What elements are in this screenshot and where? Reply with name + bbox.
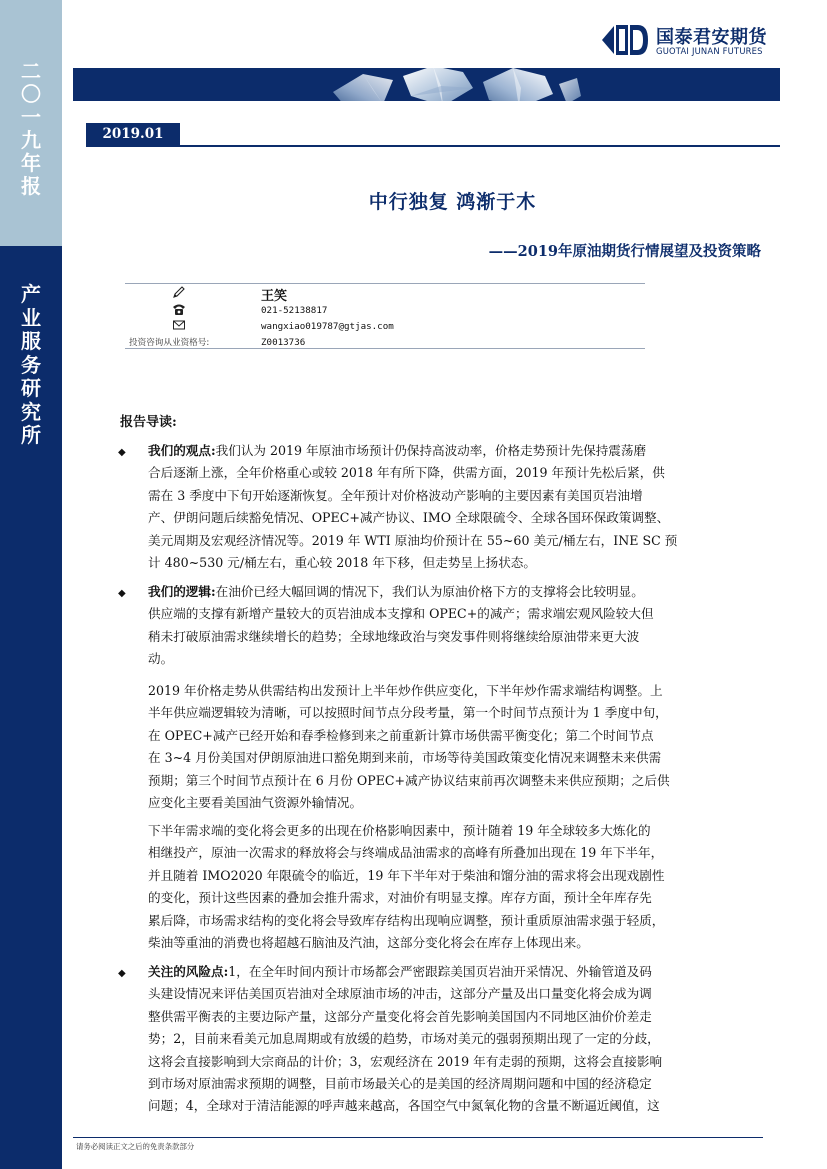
license-label: 投资咨询从业资格号: (129, 338, 210, 348)
risks-line: 这将会直接影响到大宗商品的计价；3，宏观经济在 2019 年有走弱的预期，这将会直接影响 (148, 1053, 663, 1069)
company-logo-icon (600, 22, 650, 58)
risks-line: 势；2，目前来看美元加息周期或有放缓的趋势，市场对美元的强弱预期出现了一定的分歧， (148, 1031, 660, 1047)
views-line: 合后逐渐上涨，全年价格重心或较 2018 年有所下降，供需方面，2019 年预计先松后紧，供 (148, 465, 665, 481)
author-name: 王笑 (261, 289, 288, 304)
views-lead: 我们的观点: (148, 443, 216, 458)
header-divider (86, 145, 780, 147)
logic-line: 供应端的支撑有新增产量较大的页岩油成本支撑和 OPEC+的减产；需求端宏观风险较大但 (148, 606, 654, 622)
author-box-top-rule (125, 283, 645, 284)
demand-line: 下半年需求端的变化将会更多的出现在价格影响因素中，预计随着 19 年全球较多大炼化的 (148, 823, 651, 838)
risks-line: 整供需平衡表的主要边际产量，这部分产量变化将会首先影响美国国内不同地区油价价差走 (148, 1008, 652, 1024)
license-number: Z0013736 (261, 337, 306, 348)
demand-line: 柴油等重油的消费也将超越石脑油及汽油，这部分变化将会在库存上体现出来。 (148, 935, 589, 951)
sidebar-department-label (0, 283, 62, 448)
supply-line: 2019 年价格走势从供需结构出发预计上半年炒作供应变化，下半年炒作需求端结构调整。上 (148, 683, 663, 698)
supply-line: 在 OPEC+减产已经开始和春季检修到来之前重新计算市场供需平衡变化；第二个时间节点 (148, 727, 654, 743)
sidebar-dept-char: 业 (21, 305, 41, 330)
bullet-icon: ◆ (118, 447, 126, 458)
sidebar-dept-char: 产 (21, 282, 41, 306)
company-name-cn: 国泰君安期货 (656, 27, 767, 48)
author-email[interactable]: wangxiao019787@gtjas.com (261, 321, 394, 332)
supply-line: 在 3~4 月份美国对伊朗原油进口豁免期到来前，市场等待美国政策变化情况来调整未来供需 (148, 750, 662, 766)
sidebar-year-char: 二 (21, 59, 41, 83)
risks-lead: 关注的风险点: (148, 964, 229, 979)
mail-icon (172, 318, 186, 332)
phone-icon (172, 302, 186, 316)
author-info-box (125, 283, 645, 349)
views-line: 需在 3 季度中下旬开始逐渐恢复。全年预计对价格波动产影响的主要因素有美国页岩油增 (148, 487, 643, 503)
logic-line: 动。 (148, 651, 174, 667)
supply-line: 预期；第三个时间节点预计在 6 月份 OPEC+减产协议结束前再次调整未来供应预期；之后供 (148, 772, 670, 788)
sidebar-year-char: 〇 (21, 82, 41, 106)
sidebar-year-char: 年 (21, 151, 41, 175)
diamond-decoration-icon (323, 68, 583, 101)
logic-line: 在油价已经大幅回调的情况下，我们认为原油价格下方的支撑将会比较明显。 (215, 584, 644, 599)
supply-paragraph (148, 680, 760, 814)
views-paragraph (148, 440, 760, 574)
sidebar-year-label (0, 60, 62, 198)
bullet-icon: ◆ (118, 588, 126, 599)
author-phone: 021-52138817 (261, 305, 328, 316)
footer-divider (73, 1137, 763, 1138)
author-box-bottom-rule (125, 348, 645, 349)
risks-line: 问题；4，全球对于清洁能源的呼声越来越高，各国空气中氮氧化物的含量不断逼近阈值，这 (148, 1098, 660, 1114)
demand-line: 相继投产，原油一次需求的释放将会与终端成品油需求的高峰有所叠加出现在 19 年下半年， (148, 845, 664, 861)
sidebar-dept-char: 务 (21, 352, 41, 377)
pen-icon (172, 285, 186, 299)
sidebar-dept-char: 研 (21, 376, 41, 400)
demand-line: 并且随着 IMO2020 年限硫令的临近，19 年下半年对于柴油和馏分油的需求将会出现戏剧性 (148, 867, 665, 883)
views-line: 计 480~530 元/桶左右，重心较 2018 年下移，但走势呈上扬状态。 (148, 555, 536, 571)
risks-line: 到市场对原油需求预期的调整，目前市场最关心的是美国的经济周期问题和中国的经济稳定 (148, 1076, 652, 1092)
logic-lead: 我们的逻辑: (148, 584, 216, 599)
views-line: 美元周期及宏观经济情况等。2019 年 WTI 原油均价预计在 55~60 美元/桶左右，INE SC 预 (148, 532, 678, 548)
demand-paragraph (148, 820, 760, 954)
sidebar-dept-char: 所 (21, 423, 41, 447)
risks-paragraph (148, 961, 760, 1118)
company-logo (600, 22, 790, 60)
report-date-tab: 2019.01 (86, 123, 180, 145)
logic-line: 稍未打破原油需求继续增长的趋势；全球地缘政治与突发事件则将继续给原油带来更大波 (148, 628, 640, 644)
page-subtitle: ——2019年原油期货行情展望及投资策略 (488, 243, 761, 260)
company-name-en: GUOTAI JUNAN FUTURES (656, 46, 763, 56)
sidebar-year-char: 一 (21, 105, 41, 129)
sidebar-dept-char: 究 (21, 399, 41, 424)
risks-line: 头建设情况来评估美国页岩油对全球原油市场的冲击，这部分产量及出口量变化将会成为调 (148, 986, 652, 1002)
supply-line: 应变化主要看美国油气资源外输情况。 (148, 795, 363, 811)
supply-line: 半年供应端逻辑较为清晰，可以按照时间节点分段考量，第一个时间节点预计为 1 季度中旬， (148, 705, 668, 721)
demand-line: 的变化，预计这些因素的叠加会推升需求，对油价有明显支撑。库存方面，预计全年库存先 (148, 890, 652, 906)
views-line: 我们认为 2019 年原油市场预计仍保持高波动率，价格走势预计先保持震荡磨 (215, 443, 647, 458)
views-line: 产、伊朗问题后续豁免情况、OPEC+减产协议、IMO 全球限硫令、全球各国环保政策调整、 (148, 510, 670, 526)
footer-disclaimer[interactable]: 请务必阅读正文之后的免责条款部分 (76, 1142, 195, 1151)
page-title: 中行独复 鸿渐于木 (368, 191, 537, 213)
sidebar-dept-char: 服 (21, 329, 41, 353)
demand-line: 累后降，市场需求结构的变化将会导致库存结构出现响应调整，预计重质原油需求强于轻质， (148, 912, 665, 928)
logic-paragraph (148, 581, 760, 671)
header-banner (73, 68, 780, 101)
sidebar-year-char: 报 (21, 174, 41, 198)
sidebar-year-char: 九 (21, 128, 41, 152)
risks-line: 1，在全年时间内预计市场都会严密跟踪美国页岩油开采情况、外输管道及码 (228, 964, 652, 979)
bullet-icon: ◆ (118, 968, 126, 979)
report-guide-title: 报告导读: (120, 415, 177, 430)
